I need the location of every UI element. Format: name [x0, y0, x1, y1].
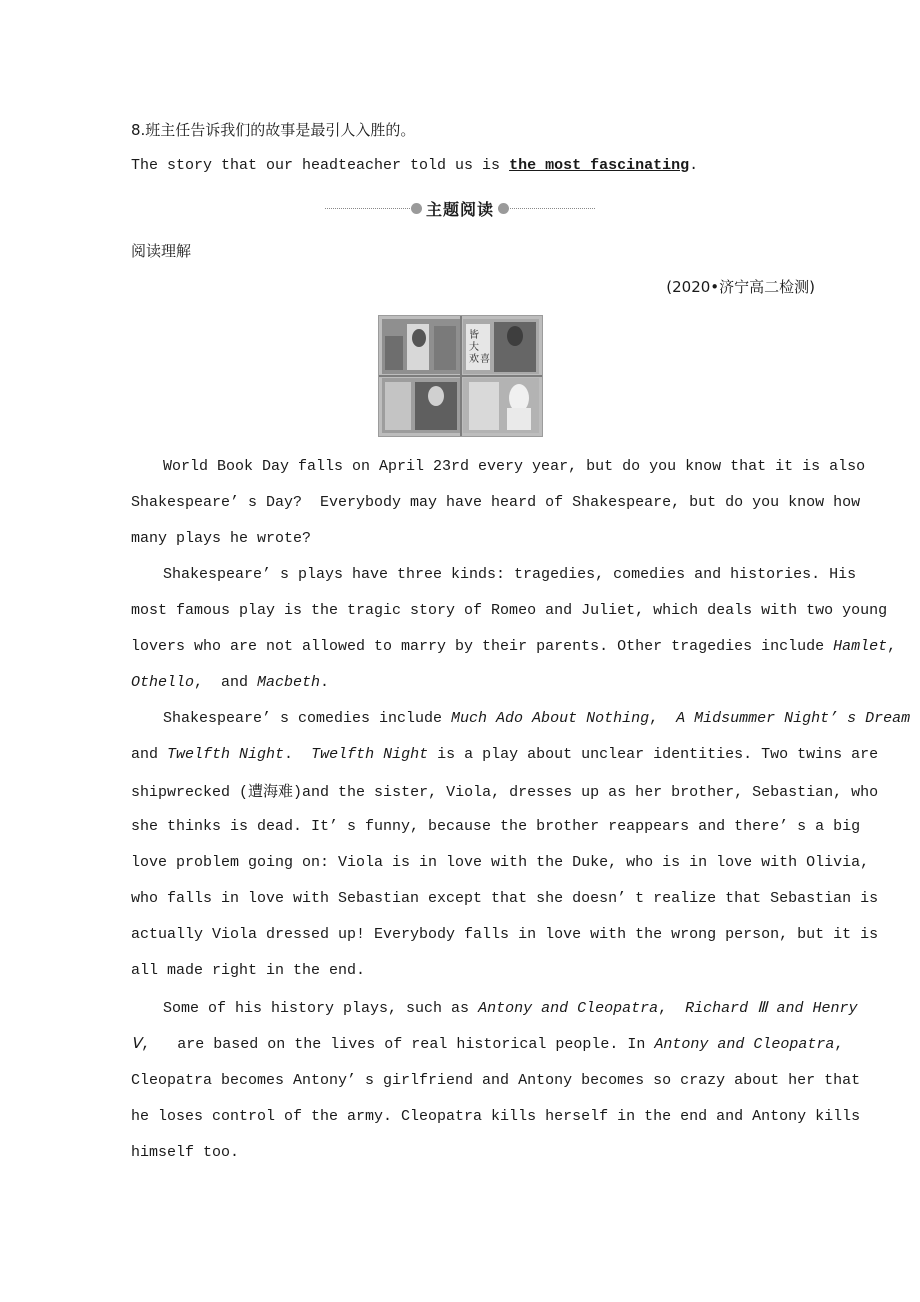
text-span: , [834, 1036, 844, 1053]
para3-line6: who falls in love with Sebastian except that she doesn’ t realize that Sebastian is [131, 890, 879, 907]
para2-line3 [131, 636, 897, 658]
text-span: , [658, 1000, 686, 1017]
text-span: . [284, 746, 312, 763]
para3-line5: love problem going on: Viola is in love with the Duke, who is in love with Olivia, [131, 854, 870, 871]
para3-line8: all made right in the end. [131, 962, 366, 979]
title-midsummer: A Midsummer Night’ s Dream [676, 710, 911, 727]
text-span: Shakespeare’ s comedies include [163, 710, 452, 727]
title-henry-numeral: Ⅴ [131, 1036, 142, 1053]
text-span: lovers who are not allowed to marry by their parents. Other tragedies include [131, 638, 834, 655]
exercise-answer-line [131, 155, 831, 177]
cover-caption-4: 喜 [480, 354, 490, 365]
text-span: , [649, 710, 677, 727]
para3-line1 [163, 708, 911, 730]
text-span: Some of his history plays, such as [163, 1000, 479, 1017]
text-span: )and the sister, Viola, dresses up as her brother, Sebastian, who [293, 784, 879, 801]
para4-line1 [163, 998, 863, 1020]
title-twelfth-night: Twelfth Night [311, 746, 429, 763]
book-covers-illustration [379, 316, 542, 436]
divider-right [510, 208, 595, 209]
para2-line1: Shakespeare’ s plays have three kinds: tragedies, comedies and histories. His [163, 566, 857, 583]
title-hamlet: Hamlet [833, 638, 888, 655]
title-richard-henry: Richard Ⅲ and Henry [685, 1000, 858, 1017]
text-span: is a play about unclear identities. Two twins are [428, 746, 879, 763]
book-covers-image [378, 315, 543, 437]
title-antony-cleopatra: Antony and Cleopatra [654, 1036, 835, 1053]
para4-line4: he loses control of the army. Cleopatra kills herself in the end and Antony kills [131, 1108, 861, 1125]
gloss-cn: 遭海难 [248, 782, 294, 800]
cover-caption-3: 欢 [469, 354, 479, 365]
title-much-ado: Much Ado About Nothing [451, 710, 650, 727]
exercise-question-cn: 8.班主任告诉我们的故事是最引人入胜的。 [131, 121, 416, 139]
para1-line1: World Book Day falls on April 23rd every year, but do you know that it is also [163, 458, 866, 475]
period: . [689, 157, 699, 174]
title-macbeth: Macbeth [257, 674, 321, 691]
para4-line2 [131, 1034, 844, 1056]
para3-line2 [131, 744, 879, 766]
title-antony-cleopatra: Antony and Cleopatra [478, 1000, 659, 1017]
para3-line3 [131, 780, 879, 804]
bullet-dot-right [498, 203, 509, 214]
para2-line2: most famous play is the tragic story of Romeo and Juliet, which deals with two young [131, 602, 888, 619]
text-span: and [131, 746, 168, 763]
source-note: (2020•济宁高二检测) [666, 278, 815, 296]
answer-text: the most fascinating [509, 157, 690, 174]
text-span: , and [194, 674, 258, 691]
title-othello: Othello [131, 674, 195, 691]
text-span: . [320, 674, 330, 691]
cover-caption-2: 大 [469, 342, 479, 353]
cover-caption-1: 皆 [469, 330, 479, 341]
section-title-banner [325, 195, 595, 223]
text-span: , are based on the lives of real historical people. In [141, 1036, 655, 1053]
para1-line2: Shakespeare’ s Day? Everybody may have heard of Shakespeare, but do you know how [131, 494, 861, 511]
divider-left [325, 208, 410, 209]
para4-line3: Cleopatra becomes Antony’ s girlfriend and Antony becomes so crazy about her that [131, 1072, 861, 1089]
para3-line4: she thinks is dead. It’ s funny, because the brother reappears and there’ s a big [131, 818, 861, 835]
text-span: , [887, 638, 897, 655]
bullet-dot-left [411, 203, 422, 214]
exercise-en-text: The story that our headteacher told us is [131, 157, 510, 174]
section-title: 主题阅读 [426, 200, 495, 219]
para3-line7: actually Viola dressed up! Everybody falls in love with the wrong person, but it is [131, 926, 879, 943]
title-twelfth-night: Twelfth Night [167, 746, 285, 763]
subheading: 阅读理解 [131, 242, 192, 260]
text-span: shipwrecked ( [131, 784, 249, 801]
para4-line5: himself too. [131, 1144, 240, 1161]
para1-line3: many plays he wrote? [131, 530, 312, 547]
para2-line4 [131, 672, 831, 694]
